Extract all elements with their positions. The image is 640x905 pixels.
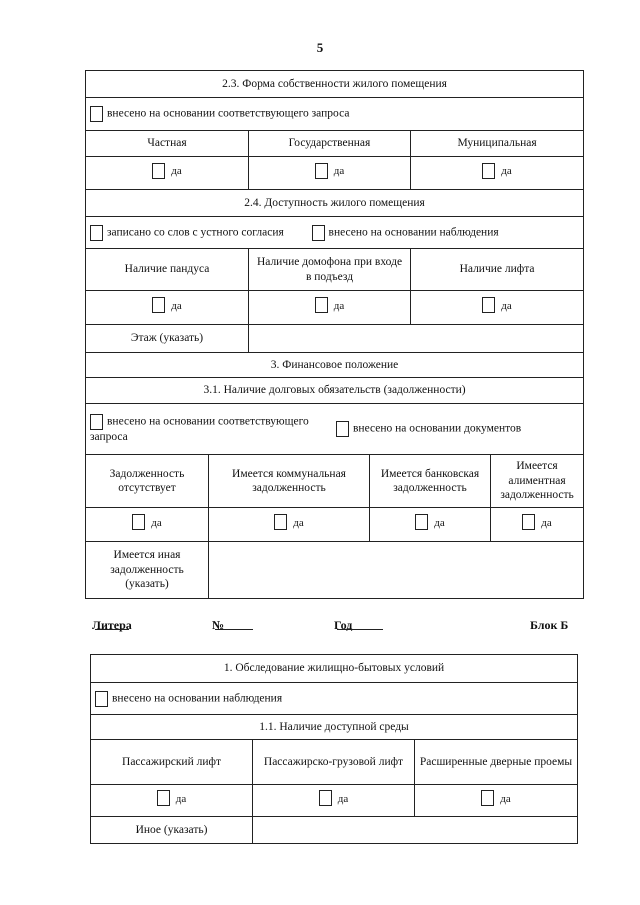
access-col-intercom: Наличие домофона при входе в подъезд xyxy=(249,249,411,291)
ownership-basis-checkbox[interactable] xyxy=(90,106,103,122)
yes-label: да xyxy=(293,516,304,529)
accessibility-observation-checkbox[interactable] xyxy=(312,225,325,241)
access-elevator-cell xyxy=(411,291,584,325)
ownership-private-checkbox[interactable] xyxy=(152,163,165,179)
accessibility-verbal-checkbox[interactable] xyxy=(90,225,103,241)
debt-alimony-checkbox[interactable] xyxy=(522,514,535,530)
section-3-1-title: 3.1. Наличие долговых обязательств (задолженности) xyxy=(86,378,584,404)
number-label: № xyxy=(212,618,225,632)
debt-basis-request-checkbox[interactable] xyxy=(90,414,103,430)
yes-label: да xyxy=(337,792,349,805)
env-freight-lift-checkbox[interactable] xyxy=(319,790,332,806)
yes-label: да xyxy=(175,792,187,805)
access-col-elevator: Наличие лифта xyxy=(411,249,584,291)
ownership-col-private: Частная xyxy=(86,131,249,157)
access-elevator-checkbox[interactable] xyxy=(482,297,495,313)
accessibility-basis-row xyxy=(86,217,584,249)
access-ramp-cell xyxy=(86,291,249,325)
debt-none-checkbox[interactable] xyxy=(132,514,145,530)
ownership-basis-row xyxy=(86,98,584,131)
other-debt-input-cell[interactable] xyxy=(209,542,584,599)
yes-label: да xyxy=(171,299,182,312)
page-number: 5 xyxy=(316,40,324,55)
env-col-freight-lift: Пассажирско-грузовой лифт xyxy=(253,740,415,785)
ownership-col-state: Государственная xyxy=(249,131,411,157)
debt-basis-request xyxy=(90,414,328,444)
env-passenger-lift-cell xyxy=(91,785,253,817)
floor-label: Этаж (указать) xyxy=(86,325,249,353)
access-col-ramp: Наличие пандуса xyxy=(86,249,249,291)
section-2-3-title: 2.3. Форма собственности жилого помещения xyxy=(86,71,584,98)
living-basis-checkbox[interactable] xyxy=(95,691,108,707)
yes-label: да xyxy=(500,792,511,805)
debt-col-alimony: Имеется алиментная задолженность xyxy=(491,455,584,508)
env-wide-doors-checkbox[interactable] xyxy=(481,790,494,806)
section-1-1-title: 1.1. Наличие доступной среды xyxy=(91,715,578,740)
access-ramp-checkbox[interactable] xyxy=(152,297,165,313)
year-label: Год xyxy=(334,618,353,632)
ownership-state-checkbox[interactable] xyxy=(315,163,328,179)
document-meta-line xyxy=(0,618,640,644)
yes-label: да xyxy=(541,516,552,529)
env-passenger-lift-checkbox[interactable] xyxy=(157,790,170,806)
yes-label: да xyxy=(151,516,162,529)
accessibility-verbal-label: записано со слов с устного согласия xyxy=(107,226,284,239)
floor-input-cell[interactable] xyxy=(249,325,584,353)
env-freight-lift-cell xyxy=(253,785,415,817)
living-basis-row xyxy=(91,683,578,715)
env-wide-doors-cell xyxy=(415,785,578,817)
debt-basis-documents-label: внесено на основании документов xyxy=(353,422,522,435)
ownership-private-cell xyxy=(86,157,249,190)
number-field[interactable] xyxy=(215,618,253,630)
debt-col-bank: Имеется банковская задолженность xyxy=(370,455,491,508)
debt-bank-cell xyxy=(370,508,491,542)
access-intercom-checkbox[interactable] xyxy=(315,297,328,313)
yes-label: да xyxy=(501,299,512,312)
debt-basis-row xyxy=(86,404,584,455)
debt-bank-checkbox[interactable] xyxy=(415,514,428,530)
section-1-living-conditions-table xyxy=(90,654,578,844)
ownership-municipal-cell xyxy=(411,157,584,190)
ownership-basis-label: внесено на основании соответствующего запроса xyxy=(107,107,350,120)
debt-alimony-cell xyxy=(491,508,584,542)
yes-label: да xyxy=(501,165,512,178)
yes-label: да xyxy=(333,299,345,312)
ownership-col-municipal: Муниципальная xyxy=(411,131,584,157)
env-col-passenger-lift: Пассажирский лифт xyxy=(91,740,253,785)
debt-utility-checkbox[interactable] xyxy=(274,514,287,530)
ownership-municipal-checkbox[interactable] xyxy=(482,163,495,179)
debt-col-none: Задолженность отсутствует xyxy=(86,455,209,508)
other-debt-label: Имеется иная задолженность (указать) xyxy=(86,542,209,599)
living-basis-label: внесено на основании наблюдения xyxy=(112,692,283,705)
debt-none-cell xyxy=(86,508,209,542)
ownership-state-cell xyxy=(249,157,411,190)
debt-basis-documents-checkbox[interactable] xyxy=(336,421,349,437)
accessibility-observation-label: внесено на основании наблюдения xyxy=(328,226,499,239)
litera-field[interactable] xyxy=(95,618,129,630)
yes-label: да xyxy=(333,165,345,178)
block-label: Блок Б xyxy=(530,618,569,632)
section-2-4-title: 2.4. Доступность жилого помещения xyxy=(86,190,584,217)
debt-basis-request-label: внесено на основании соответствующего запроса xyxy=(90,415,309,443)
access-intercom-cell xyxy=(249,291,411,325)
year-field[interactable] xyxy=(337,618,383,630)
other-env-input-cell[interactable] xyxy=(253,817,578,844)
section-1-title: 1. Обследование жилищно-бытовых условий xyxy=(91,655,578,683)
yes-label: да xyxy=(171,165,182,178)
env-col-wide-doors: Расширенные дверные проемы xyxy=(415,740,578,785)
debt-utility-cell xyxy=(209,508,370,542)
section-3-title: 3. Финансовое положение xyxy=(86,353,584,378)
yes-label: да xyxy=(434,516,445,529)
other-env-label: Иное (указать) xyxy=(91,817,253,844)
litera-label: Литера xyxy=(92,618,132,632)
section-2-3-to-3-1-table xyxy=(85,70,584,599)
debt-col-utility: Имеется коммунальная задолженность xyxy=(209,455,370,508)
